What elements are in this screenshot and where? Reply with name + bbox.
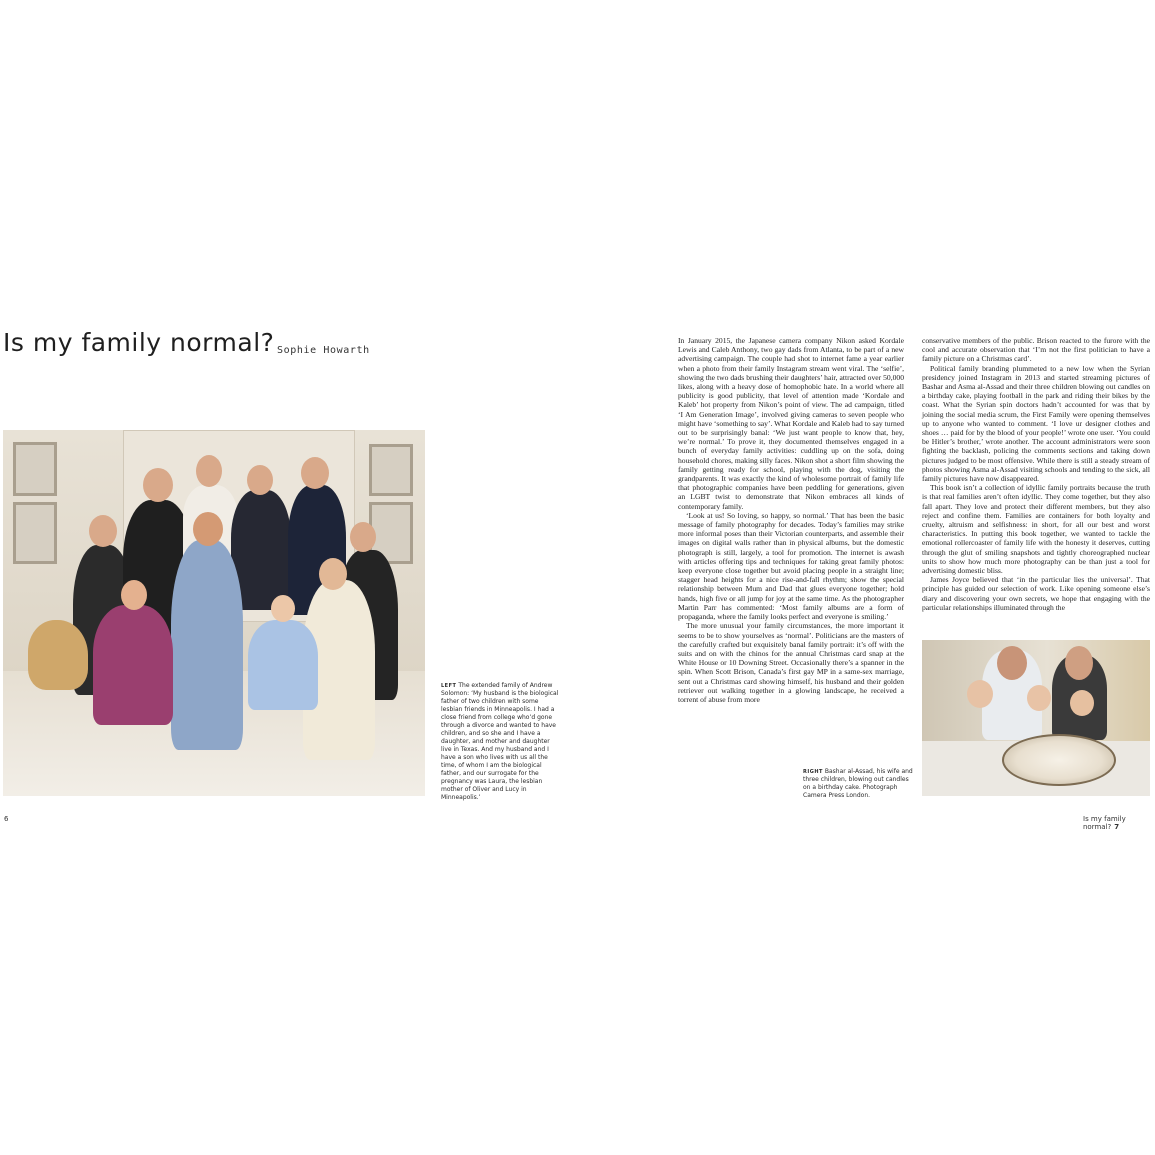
paragraph: James Joyce believed that ‘in the particular lies the universal’. That principle has guided our selection of work. Like opening someone else’s diary and discovering your own secrets, we hope that engaging with the particular relationships illuminated through the [922,575,1150,612]
person-head [89,515,117,547]
person-head [1070,690,1094,716]
wall-frame [369,444,413,496]
page-number-left: 6 [4,815,9,823]
birthday-cake [1002,734,1116,786]
person-head [247,465,273,495]
article-title: Is my family normal? [3,328,275,357]
caption-label: RIGHT [803,769,823,775]
caption-text: The extended family of Andrew Solomon: ‘My husband is the biological father of two children with some lesbian friends in Minneapolis. I had a close friend from college who’d gone through a divorce and wanted to have children, and so she and I have a daughter, and mother and daughter live in Texas. And my husband and I have a son who lives with us all the time, of whom I am the biological father, and our surrogate for the pregnancy was Laura, the lesbian mother of Oliver and Lucy in Minneapolis.’ [441,682,559,801]
person-head [271,595,295,622]
paragraph: ‘Look at us! So loving, so happy, so normal.’ That has been the basic message of family photography for decades. Today’s families may strike more informal poses than their Victorian counterparts, and assemble their images on digital walls rather than in physical albums, but the domestic photograph is still, largely, a tool for promotion. The internet is awash with articles offering tips and techniques for taking great family photos: keep everyone close together but avoid placing people in a straight line; stagger head heights for a nice rise-and-fall rhythm; show the special relationship between Mum and Dad that glues everyone together; hold hands, high five or all jump for joy at the same time. As the photographer Martin Parr has commented: ‘Most family albums are a form of propaganda, where the family looks perfect and everyone is smiling.’ [678,510,904,622]
extended-family-photo [3,430,425,796]
right-photo-caption [803,768,913,800]
person-head [193,512,223,546]
person-figure [171,540,243,750]
wall-frame [13,502,57,564]
running-footer-right [1083,815,1155,831]
person-head [143,468,173,502]
caption-text: Bashar al-Assad, his wife and three children, blowing out candles on a birthday cake. Photograph Camera Press London. [803,768,913,799]
person-head [1065,646,1093,680]
person-head [121,580,147,610]
person-head [196,455,222,487]
person-head [967,680,993,708]
running-head: Is my family normal? [1083,815,1126,831]
paragraph: The more unusual your family circumstances, the more important it seems to be to show yourselves as ‘normal’. Politicians are the masters of the carefully crafted but exquisitely banal family portrait: it’s off with the suits and on with the chinos for the annual Christmas card snap at the White House or 10 Downing Street. Occasionally there’s a spanner in the spin. When Scott Brison, Canada’s first gay MP in a same-sex marriage, sent out a Christmas card showing himself, his husband and their golden retriever out walking together in a glowing landscape, he received a torrent of abuse from more [678,621,904,704]
page-number-right: 7 [1114,823,1120,831]
dog-figure [28,620,88,690]
person-figure [93,605,173,725]
person-head [1027,685,1051,711]
person-head [301,457,329,489]
person-head [350,522,376,552]
person-head [997,646,1027,680]
person-figure [248,620,318,710]
caption-label: LEFT [441,683,457,689]
wall-frame [13,442,57,496]
author-byline: Sophie Howarth [277,345,370,356]
person-head [319,558,347,590]
article-column-1 [678,336,904,704]
paragraph: In January 2015, the Japanese camera company Nikon asked Kordale Lewis and Caleb Anthony, two gay dads from Atlanta, to be part of a new advertising campaign. The couple had shot to internet fame a year earlier when a photo from their family Instagram stream went viral. The ‘selfie’, showing the two dads brushing their daughters’ hair, attracted over 50,000 likes, along with a heavy dose of homophobic hate. In a world where all publicity is good publicity, that level of attention made ‘Kordale and Kaleb’ hot property from Nikon’s point of view. The ad campaign, titled ‘I Am Generation Image’, involved giving cameras to seven people who might have ‘something to say’. What Kordale and Kaleb had to say turned out to be surprisingly banal: ‘We just want people to know that, hey, we’re normal.’ To prove it, they documented themselves engaged in a bunch of everyday family activities: cuddling up on the sofa, doing household chores, making silly faces. Nikon shot a short film showing the family getting ready for school, playing with the dog, visiting the grandparents. It was exactly the kind of wholesome portrait of family life that photographic companies have been peddling for generations, given an LGBT twist to demonstrate that Nikon embraces all kinds of contemporary family. [678,336,904,511]
paragraph: This book isn’t a collection of idyllic family portraits because the truth is that real families aren’t often idyllic. They come together, but they also fall apart. They love and protect their different members, but they also reject and confine them. Families are containers for both loyalty and cruelty, altruism and selfishness: in short, for all our best and worst characteristics. In putting this book together, we wanted to tackle the emotional rollercoaster of family life with the honesty it deserves, cutting through the glut of smiling snapshots and tightly choreographed nuclear units to show how much more photography can be than just a tool for advertising domestic bliss. [922,483,1150,576]
paragraph: Political family branding plummeted to a new low when the Syrian presidency joined Instagram in 2013 and started streaming pictures of Bashar and Asma al-Assad and their three children blowing out candles on a birthday cake, playing football in the park and riding their bikes by the coast. What the Syrian spin doctors hadn’t accounted for was that by joining the social media scrum, the First Family were opening themselves up to anyone who wanted to comment. ‘I love ur designer clothes and shoes … paid for by the blood of your people!’ wrote one user. ‘You could be Hitler’s brother,’ wrote another. The account administrators were soon fighting the backlash, policing the comments sections and taking down pictures judged to be most offensive. While there is still a steady stream of photos showing Asma al-Assad visiting schools and tending to the sick, all family pictures have now disappeared. [922,363,1150,484]
paragraph: conservative members of the public. Brison reacted to the furore with the cool and accurate observation that ‘I’m not the first politician to have a family picture on a Christmas card’. [922,336,1150,364]
birthday-cake-photo [922,640,1150,796]
article-column-2 [922,336,1150,612]
left-photo-caption [441,682,559,802]
